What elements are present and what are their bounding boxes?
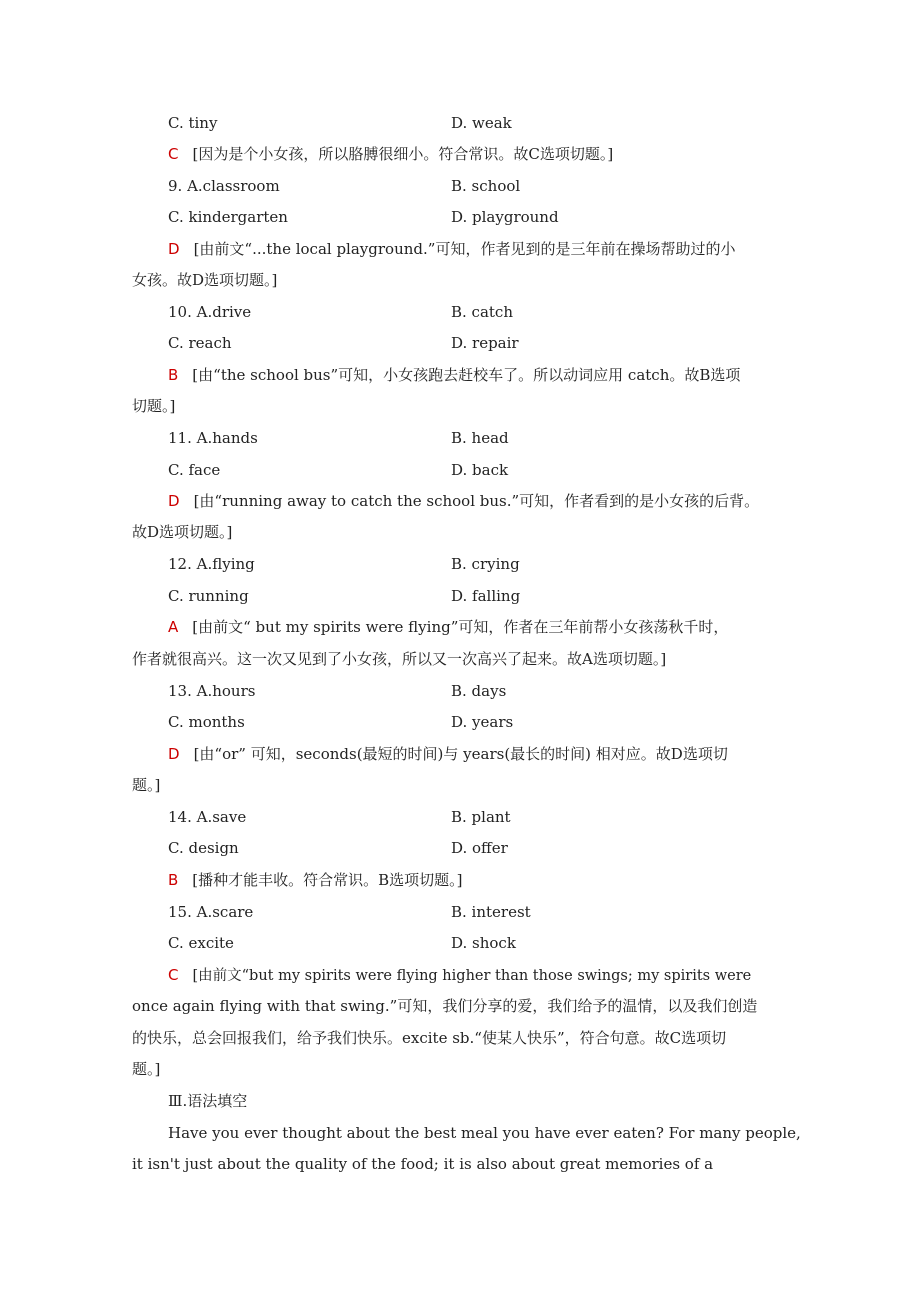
option-d: D. offer — [451, 839, 508, 857]
option-a: 14. A.save — [168, 808, 247, 826]
option-row — [0, 678, 920, 704]
explanation-text: [因为是个小女孩，所以胳膊很细小。符合常识。故C选项切题。] — [192, 145, 614, 163]
explanation-text: [由前文“...the local playground.”可知，作者见到的是三年前在操场帮助过的小 — [193, 240, 736, 258]
answer-key: D — [168, 240, 180, 258]
option-a: 10. A.drive — [168, 303, 252, 321]
option-row — [0, 551, 920, 577]
option-d: D. years — [451, 713, 514, 731]
explanation-text: [播种才能丰收。符合常识。B选项切题。] — [192, 871, 463, 889]
option-c: C. tiny — [168, 114, 218, 132]
option-row — [0, 173, 920, 199]
option-c: C. reach — [168, 334, 232, 352]
answer-explanation — [168, 867, 463, 893]
option-a: 13. A.hours — [168, 682, 256, 700]
answer-key: B — [168, 871, 179, 889]
option-d: D. falling — [451, 587, 521, 605]
option-b: B. interest — [451, 903, 531, 921]
answer-key: C — [168, 966, 179, 984]
option-d: D. repair — [451, 334, 519, 352]
explanation-continuation: 故D选项切题。] — [132, 523, 233, 541]
option-d: D. weak — [451, 114, 512, 132]
answer-explanation — [168, 488, 759, 514]
answer-explanation — [168, 236, 735, 262]
answer-key: C — [168, 145, 179, 163]
option-row — [0, 330, 920, 356]
answer-key: D — [168, 745, 180, 763]
option-row — [0, 899, 920, 925]
option-c: C. excite — [168, 934, 234, 952]
option-b: B. head — [451, 429, 509, 447]
explanation-continuation: once again flying with that swing.”可知，我们分享的爱，我们给予的温情，以及我们创造 — [132, 997, 758, 1015]
answer-explanation — [168, 141, 613, 167]
option-c: C. face — [168, 461, 221, 479]
option-d: D. playground — [451, 208, 559, 226]
option-b: B. school — [451, 177, 521, 195]
option-c: C. months — [168, 713, 245, 731]
option-b: B. plant — [451, 808, 511, 826]
explanation-continuation: 切题。] — [132, 397, 176, 415]
explanation-continuation: 题。] — [132, 776, 161, 794]
explanation-text: [由“the school bus”可知，小女孩跑去赶校车了。所以动词应用 catch。故B选项 — [192, 366, 741, 384]
option-row — [0, 835, 920, 861]
option-c: C. running — [168, 587, 249, 605]
option-a: 12. A.flying — [168, 555, 255, 573]
explanation-text: [由前文“but my spirits were flying higher than those swings; my spirits were — [192, 968, 752, 984]
option-row — [0, 204, 920, 230]
option-a: 9. A.classroom — [168, 177, 280, 195]
option-d: D. back — [451, 461, 509, 479]
option-b: B. crying — [451, 555, 520, 573]
answer-explanation — [168, 614, 728, 640]
option-b: B. days — [451, 682, 507, 700]
option-c: C. design — [168, 839, 239, 857]
explanation-text: [由“running away to catch the school bus.”可知，作者看到的是小女孩的后背。 — [193, 492, 760, 510]
explanation-text: [由“or” 可知，seconds(最短的时间)与 years(最长的时间) 相对应。故D选项切 — [193, 745, 728, 763]
option-row — [0, 583, 920, 609]
option-row — [0, 457, 920, 483]
answer-key: B — [168, 366, 179, 384]
explanation-text: [由前文“ but my spirits were flying”可知，作者在三年前帮小女孩荡秋千时， — [192, 618, 729, 636]
answer-explanation — [168, 362, 740, 388]
option-b: B. catch — [451, 303, 513, 321]
passage-line: it isn't just about the quality of the food; it is also about great memories of a — [132, 1155, 714, 1173]
explanation-continuation: 女孩。故D选项切题。] — [132, 271, 278, 289]
answer-key: D — [168, 492, 180, 510]
section-title: Ⅲ.语法填空 — [168, 1092, 248, 1110]
option-d: D. shock — [451, 934, 516, 952]
option-c: C. kindergarten — [168, 208, 288, 226]
option-row — [0, 930, 920, 956]
option-row — [0, 709, 920, 735]
answer-explanation — [168, 962, 751, 989]
explanation-continuation: 题。] — [132, 1060, 161, 1078]
option-a: 15. A.scare — [168, 903, 254, 921]
option-row — [0, 425, 920, 451]
option-row — [0, 110, 920, 136]
option-row — [0, 299, 920, 325]
answer-key: A — [168, 618, 179, 636]
passage-line: Have you ever thought about the best meal you have ever eaten? For many people, — [168, 1124, 801, 1142]
explanation-continuation: 的快乐，总会回报我们，给予我们快乐。excite sb.“使某人快乐”，符合句意。故C选项切 — [132, 1029, 727, 1047]
option-a: 11. A.hands — [168, 429, 258, 447]
explanation-continuation: 作者就很高兴。这一次又见到了小女孩，所以又一次高兴了起来。故A选项切题。] — [132, 650, 667, 668]
answer-explanation — [168, 741, 728, 767]
option-row — [0, 804, 920, 830]
